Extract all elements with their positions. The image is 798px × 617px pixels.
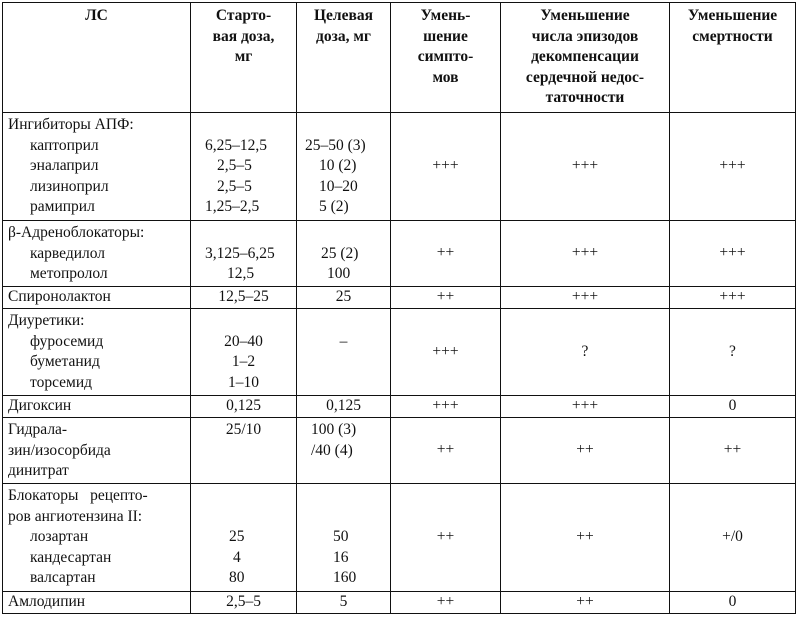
header-symptoms: Умень- шение симпто- мов	[391, 3, 501, 113]
mortality-cell: ?	[670, 309, 796, 396]
table-row-digoxin	[3, 396, 796, 418]
start-dose-cell: 6,25–12,5 2,5–5 2,5–5 1,25–2,5	[191, 113, 297, 221]
drug-cell: β-Адреноблокаторы: карведилол метопролол	[3, 221, 191, 287]
table-row-arb	[3, 484, 796, 592]
drug-cell: Блокаторы рецепто- ров ангиотензина II: лозартан кандесартан валсартан	[3, 484, 191, 592]
episodes-cell: ++	[501, 484, 670, 592]
target-dose-cell: 100 (3) /40 (4)	[297, 418, 391, 484]
table-row-amlodipine	[3, 592, 796, 614]
mortality-cell: +++	[670, 221, 796, 287]
symptoms-cell: +++	[391, 309, 501, 396]
target-dose-cell: 25–50 (3) 10 (2) 10–20 5 (2)	[297, 113, 391, 221]
target-dose-cell: –	[297, 309, 391, 396]
start-dose-cell: 20–40 1–2 1–10	[191, 309, 297, 396]
target-dose-cell: 25	[297, 287, 391, 309]
mortality-cell: ++	[670, 418, 796, 484]
table-row-hydralazine	[3, 418, 796, 484]
header-drug: ЛС	[3, 3, 191, 113]
symptoms-cell: ++	[391, 418, 501, 484]
drug-comparison-table	[2, 2, 796, 614]
table-row-diuretics	[3, 309, 796, 396]
target-dose-cell: 5	[297, 592, 391, 614]
start-dose-cell: 3,125–6,25 12,5	[191, 221, 297, 287]
header-episodes: Уменьшение числа эпизодов декомпенсации сердечной недос- таточности	[501, 3, 670, 113]
symptoms-cell: +++	[391, 113, 501, 221]
drug-cell: Ингибиторы АПФ: каптоприл эналаприл лизиноприл рамиприл	[3, 113, 191, 221]
symptoms-cell: ++	[391, 287, 501, 309]
mortality-cell: +/0	[670, 484, 796, 592]
header-target-dose: Целевая доза, мг	[297, 3, 391, 113]
episodes-cell: ++	[501, 592, 670, 614]
header-start-dose: Старто- вая доза, мг	[191, 3, 297, 113]
table-row-beta-blockers	[3, 221, 796, 287]
table-row-ace-inhibitors	[3, 113, 796, 221]
episodes-cell: +++	[501, 113, 670, 221]
target-dose-cell: 0,125	[297, 396, 391, 418]
mortality-cell: 0	[670, 592, 796, 614]
drug-cell: Дигоксин	[3, 396, 191, 418]
episodes-cell: +++	[501, 287, 670, 309]
episodes-cell: ?	[501, 309, 670, 396]
episodes-cell: +++	[501, 396, 670, 418]
mortality-cell: 0	[670, 396, 796, 418]
target-dose-cell: 25 (2) 100	[297, 221, 391, 287]
start-dose-cell: 12,5–25	[191, 287, 297, 309]
mortality-cell: +++	[670, 287, 796, 309]
drug-cell: Спиронолактон	[3, 287, 191, 309]
mortality-cell: +++	[670, 113, 796, 221]
drug-cell: Гидрала- зин/изосорбида динитрат	[3, 418, 191, 484]
header-mortality: Уменьшение смертности	[670, 3, 796, 113]
drug-cell: Диуретики: фуросемид буметанид торсемид	[3, 309, 191, 396]
table-row-spironolactone	[3, 287, 796, 309]
symptoms-cell: ++	[391, 484, 501, 592]
drug-cell: Амлодипин	[3, 592, 191, 614]
start-dose-cell: 25 4 80	[191, 484, 297, 592]
header-row	[3, 3, 796, 113]
target-dose-cell: 50 16 160	[297, 484, 391, 592]
symptoms-cell: ++	[391, 221, 501, 287]
symptoms-cell: +++	[391, 396, 501, 418]
episodes-cell: ++	[501, 418, 670, 484]
start-dose-cell: 25/10	[191, 418, 297, 484]
start-dose-cell: 0,125	[191, 396, 297, 418]
episodes-cell: +++	[501, 221, 670, 287]
start-dose-cell: 2,5–5	[191, 592, 297, 614]
symptoms-cell: ++	[391, 592, 501, 614]
